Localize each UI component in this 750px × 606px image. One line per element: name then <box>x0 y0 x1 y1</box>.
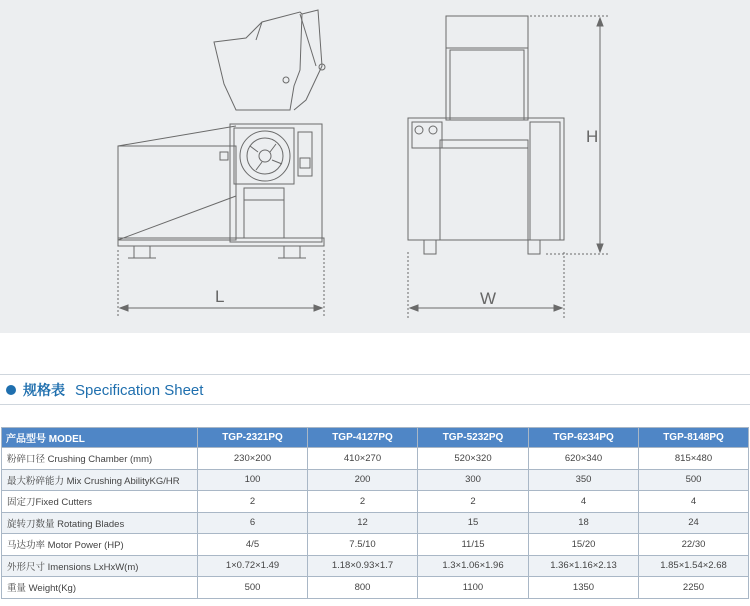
table-cell: 11/15 <box>418 534 529 556</box>
table-cell: 520×320 <box>418 448 529 470</box>
front-view-machine <box>408 16 610 318</box>
table-cell: 1350 <box>529 577 639 599</box>
table-row <box>2 491 749 513</box>
table-row <box>2 555 749 577</box>
dim-width-label: W <box>480 289 497 308</box>
row-label: 固定刀Fixed Cutters <box>2 491 198 513</box>
section-divider-top <box>0 374 750 375</box>
table-cell: 230×200 <box>198 448 308 470</box>
table-cell: 2 <box>198 491 308 513</box>
table-row <box>2 512 749 534</box>
table-cell: 4 <box>639 491 749 513</box>
table-cell: 100 <box>198 469 308 491</box>
table-cell: 18 <box>529 512 639 534</box>
table-cell: 1.36×1.16×2.13 <box>529 555 639 577</box>
dim-length-label: L <box>215 287 225 306</box>
table-cell: 1×0.72×1.49 <box>198 555 308 577</box>
model-header: 产品型号 MODEL <box>2 428 198 448</box>
row-label: 马达功率 Motor Power (HP) <box>2 534 198 556</box>
table-cell: 800 <box>308 577 418 599</box>
table-cell: 350 <box>529 469 639 491</box>
section-divider-bottom <box>0 404 750 405</box>
table-cell: 200 <box>308 469 418 491</box>
table-cell: 500 <box>639 469 749 491</box>
section-title-cn: 规格表 <box>23 382 65 398</box>
table-cell: 410×270 <box>308 448 418 470</box>
section-title-en: Specification Sheet <box>75 381 204 399</box>
row-label: 旋转刀数量 Rotating Blades <box>2 512 198 534</box>
model-column-header: TGP-8148PQ <box>639 428 749 448</box>
model-column-header: TGP-4127PQ <box>308 428 418 448</box>
table-row <box>2 577 749 599</box>
model-column-header: TGP-5232PQ <box>418 428 529 448</box>
bullet-icon <box>6 385 16 395</box>
table-cell: 1.3×1.06×1.96 <box>418 555 529 577</box>
model-column-header: TGP-6234PQ <box>529 428 639 448</box>
table-header-row <box>2 428 749 448</box>
side-view-machine <box>118 10 325 318</box>
table-row <box>2 448 749 470</box>
dim-height-label: H <box>586 127 599 146</box>
model-column-header: TGP-2321PQ <box>198 428 308 448</box>
table-cell: 15 <box>418 512 529 534</box>
row-label: 最大粉碎能力 Mix Crushing AbilityKG/HR <box>2 469 198 491</box>
table-cell: 300 <box>418 469 529 491</box>
table-cell: 12 <box>308 512 418 534</box>
table-row <box>2 534 749 556</box>
table-row <box>2 469 749 491</box>
table-cell: 1100 <box>418 577 529 599</box>
table-cell: 2250 <box>639 577 749 599</box>
spec-table <box>1 427 749 599</box>
table-cell: 1.85×1.54×2.68 <box>639 555 749 577</box>
table-cell: 815×480 <box>639 448 749 470</box>
row-label: 重量 Weight(Kg) <box>2 577 198 599</box>
table-cell: 4/5 <box>198 534 308 556</box>
row-label: 外形尺寸 Imensions LxHxW(m) <box>2 555 198 577</box>
table-cell: 2 <box>418 491 529 513</box>
row-label: 粉碎口径 Crushing Chamber (mm) <box>2 448 198 470</box>
table-cell: 2 <box>308 491 418 513</box>
section-header <box>6 380 203 400</box>
table-cell: 620×340 <box>529 448 639 470</box>
table-cell: 1.18×0.93×1.7 <box>308 555 418 577</box>
table-cell: 24 <box>639 512 749 534</box>
table-cell: 500 <box>198 577 308 599</box>
table-cell: 22/30 <box>639 534 749 556</box>
table-cell: 7.5/10 <box>308 534 418 556</box>
table-cell: 6 <box>198 512 308 534</box>
table-cell: 4 <box>529 491 639 513</box>
table-cell: 15/20 <box>529 534 639 556</box>
